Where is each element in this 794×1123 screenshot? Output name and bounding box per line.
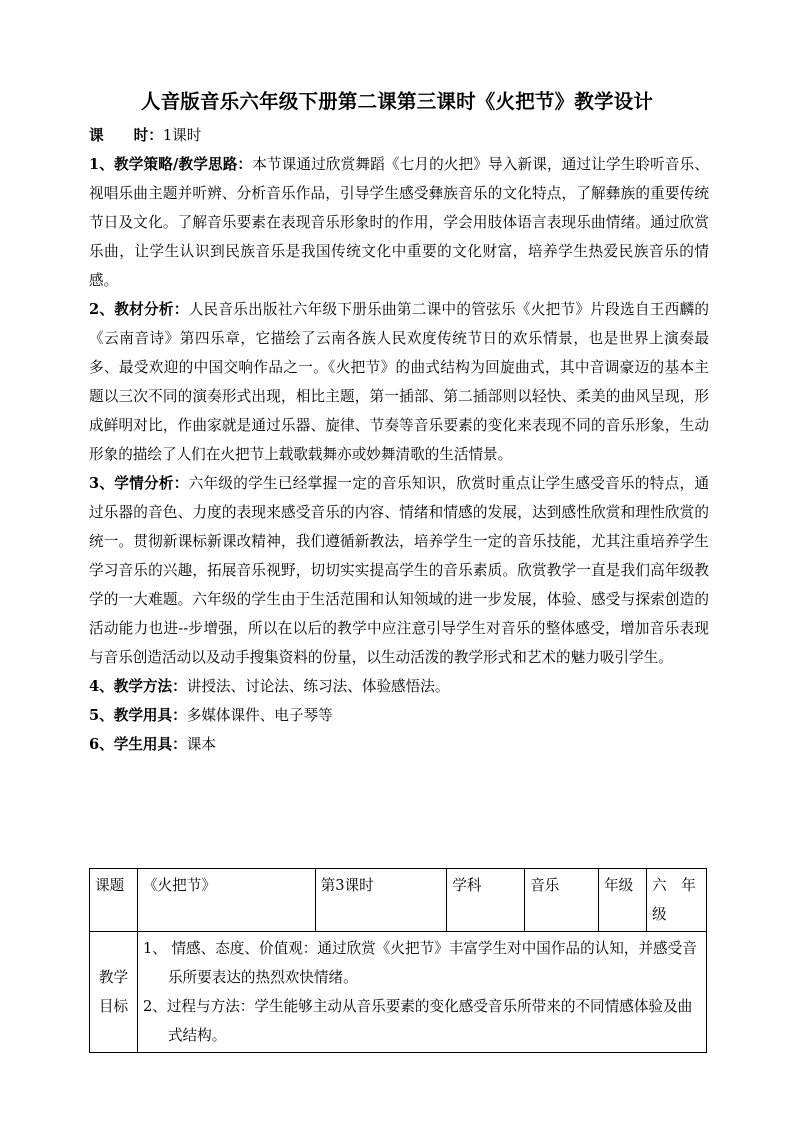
- section-heading: 3、学情分析：: [89, 475, 189, 492]
- subject-label-cell: 学科: [447, 869, 525, 932]
- section-text: 本节课通过欣赏舞蹈《七月的火把》导入新课，通过让学生聆听音乐、视唱乐曲主题并听辨、分析音乐作品，引导学生感受彝族音乐的文化特点，了解彝族的重要传统节日及文化。了解音乐要素在表现音乐形象时的作用，学会用肢体语言表现乐曲情绪。通过欣赏乐曲，让学生认识到民族音乐是我国传统文化中重要的文化财富，培养学生热爱民族音乐的情感。: [89, 156, 709, 289]
- lesson-table: [89, 868, 707, 1053]
- class-hours-label-b: 时：: [133, 127, 163, 144]
- document-body: [89, 121, 709, 759]
- section-student-tools: [89, 730, 709, 759]
- topic-label-cell: 课题: [90, 869, 138, 932]
- section-heading: 4、教学方法：: [89, 678, 187, 695]
- section-text: 课本: [186, 736, 216, 753]
- topic-value-cell: 《火把节》: [137, 869, 315, 932]
- section-text: 人民音乐出版社六年级下册乐曲第二课中的管弦乐《火把节》片段选自王西麟的《云南音诗》第四乐章，它描绘了云南各族人民欢度传统节日的欢乐情景，也是世界上演奏最多、最受欢迎的中国交响作品之一。《火把节》的曲式结构为回旋曲式，其中音调豪迈的基本主题以三次不同的演奏形式出现，相比主题，第一插部、第二插部则以轻快、柔美的曲风呈现，形成鲜明对比，作曲家就是通过乐器、旋律、节奏等音乐要素的变化来表现不同的音乐形象，生动形象的描绘了人们在火把节上载歌载舞亦或妙舞清歌的生活情景。: [89, 301, 709, 463]
- grade-value-cell: 六 年级: [647, 869, 707, 932]
- grade-label-cell: 年级: [599, 869, 647, 932]
- class-hours-label-a: 课: [89, 127, 104, 144]
- table-row: [90, 932, 707, 1053]
- section-strategy: [89, 150, 709, 295]
- subject-value-cell: 音乐: [525, 869, 599, 932]
- table-row: [90, 869, 707, 932]
- section-teaching-tools: [89, 701, 709, 730]
- class-hours-value: 1课时: [162, 127, 202, 144]
- goal-item: 1、 情感、态度、价值观：通过欣赏《火把节》丰富学生对中国作品的认知，并感受音乐所要表达的热烈欢快情绪。: [142, 940, 697, 986]
- class-hours-line: [89, 121, 709, 150]
- section-heading: 2、教材分析：: [89, 301, 189, 318]
- section-text: 多媒体课件、电子琴等: [186, 707, 333, 724]
- section-material-analysis: [89, 295, 709, 469]
- lesson-cell: 第3课时: [315, 869, 447, 932]
- section-text: 六年级的学生已经掌握一定的音乐知识，欣赏时重点让学生感受音乐的特点，通过乐器的音色、力度的表现来感受音乐的内容、情绪和情感的发展，达到感性欣赏和理性欣赏的统一。贯彻新课标新课改精神，我们遵循新教法，培养学生一定的音乐技能，尤其注重培养学生学习音乐的兴趣，拓展音乐视野，切切实实提高学生的音乐素质。欣赏教学一直是我们高年级教学的一大难题。六年级的学生由于生活范围和认知领域的进一步发展，体验、感受与探索创造的活动能力也进--步增强，所以在以后的教学中应注意引导学生对音乐的整体感受，增加音乐表现与音乐创造活动以及动手搜集资料的份量，以生动活泼的教学形式和艺术的魅力吸引学生。: [89, 475, 709, 666]
- section-heading: 5、教学用具：: [89, 707, 187, 724]
- section-heading: 1、教学策略/教学思路：: [89, 156, 253, 173]
- document-title: 人音版音乐六年级下册第二课第三课时《火把节》教学设计: [140, 90, 654, 113]
- section-teaching-methods: [89, 672, 709, 701]
- goal-item: 2、过程与方法：学生能够主动从音乐要素的变化感受音乐所带来的不同情感体验及曲式结构。: [142, 998, 693, 1044]
- goals-cell: [137, 932, 706, 1053]
- section-student-analysis: [89, 469, 709, 672]
- section-heading: 6、学生用具：: [89, 736, 187, 753]
- goals-label-cell: 教学目标: [90, 932, 138, 1053]
- section-text: 讲授法、讨论法、练习法、体验感悟法。: [186, 678, 450, 695]
